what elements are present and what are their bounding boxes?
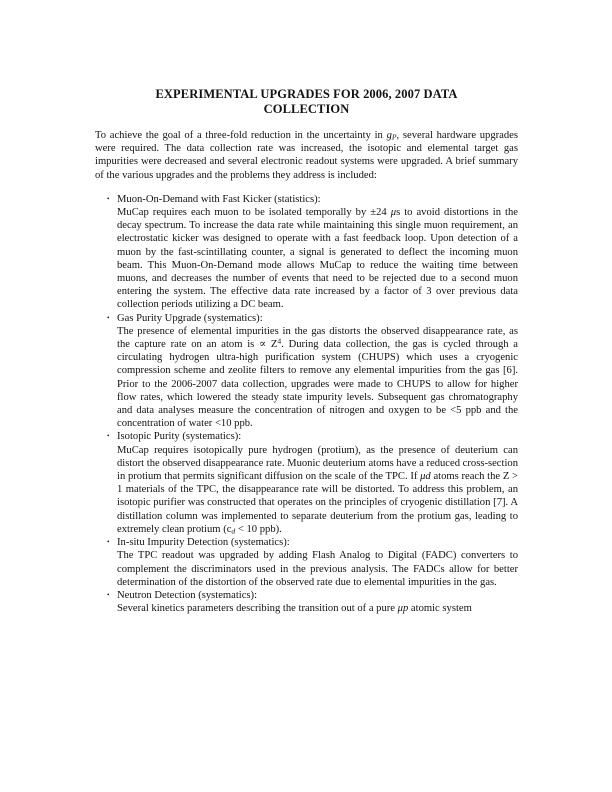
section-title (95, 87, 518, 117)
item-body: MuCap requires isotopically pure hydrogen (protium), as the presence of deuterium can distort the observed disappearance rate. Muonic deuterium atoms have a reduced cross-section in protium that permits significant diffusion on the scale of the TPC. If μd atoms reach the Z > 1 materials of the TPC, the disappearance rate will be distorted. To address this problem, an isotopic purifier was constructed that operates on the principles of cryogenic distillation [7]. A distillation column was implemented to separate deuterium from the protium gas, leading to extremely clean protium ($c_d < 10$ ppb). (117, 444, 518, 536)
item-label: Muon-On-Demand with Fast Kicker (statistics): (117, 193, 321, 205)
list-item-neutron-detection (95, 589, 518, 615)
section-title-line-2: COLLECTION (263, 102, 350, 116)
text-column (95, 87, 518, 615)
item-label: Neutron Detection (systematics): (117, 589, 258, 601)
bullet-icon: • (107, 432, 110, 441)
item-label: Gas Purity Upgrade (systematics): (117, 312, 263, 324)
upgrade-list (95, 193, 518, 616)
item-body: MuCap requires each muon to be isolated temporally by ±24 μs to avoid distortions in the decay spectrum. To increase the data rate while maintaining this single muon requirement, an electrostatic kicker was designed to operate with a fast feedback loop. Upon detection of a muon by the fast-scintillating counter, a signal is generated to deflect the incoming muon beam. This Muon-On-Demand mode allows MuCap to reduce the waiting time between muons, and decreases the number of events that need to be rejected due to a second muon entering the system. The effective data rate increased by a factor of 3 over previous data collection periods utilizing a DC beam. (117, 207, 518, 311)
intro-paragraph: To achieve the goal of a three-fold reduction in the uncertainty in $g_P$, several hardware upgrades were required. The data collection rate was increased, the isotopic and elemental target gas impurities were decreased and several electronic readout systems were upgraded. A brief summary of the various upgrades and the problems they address is included: (95, 130, 518, 181)
bullet-icon: • (107, 313, 110, 322)
list-item-insitu-impurity-detection (95, 536, 518, 589)
list-item-isotopic-purity (95, 430, 518, 536)
item-body: The presence of elemental impurities in the gas distorts the observed disappearance rate, as the capture rate on an atom is ∝ $Z^4$. During data collection, the gas is cycled through a circulating hydrogen ultra-high purification system (CHUPS) which uses a cryogenic compression scheme and zeolite filters to remove any elemental impurities from the gas [6]. Prior to the 2006-2007 data collection, upgrades were made to CHUPS to allow for higher flow rates, which lowered the steady state impurity levels. Subsequent gas chromatography and data analyses measure the concentration of nitrogen and oxygen to be <5 ppb and the concentration of water <10 ppb. (117, 325, 518, 430)
bullet-icon: • (107, 538, 110, 547)
list-item-gas-purity (95, 312, 518, 431)
item-label: In-situ Impurity Detection (systematics): (117, 537, 290, 549)
list-item-muon-on-demand (95, 193, 518, 312)
bullet-icon: • (107, 194, 110, 203)
item-body: The TPC readout was upgraded by adding Flash Analog to Digital (FADC) converters to complement the discriminators used in the previous analysis. The FADCs allow for better determination of the distortion of the observed rate due to elemental impurities in the gas. (117, 550, 518, 588)
section-title-line-1: EXPERIMENTAL UPGRADES FOR 2006, 2007 DATA (155, 87, 458, 101)
bullet-icon: • (107, 590, 110, 599)
item-label: Isotopic Purity (systematics): (117, 431, 242, 443)
item-body: Several kinetics parameters describing the transition out of a pure μp atomic system (117, 603, 472, 615)
